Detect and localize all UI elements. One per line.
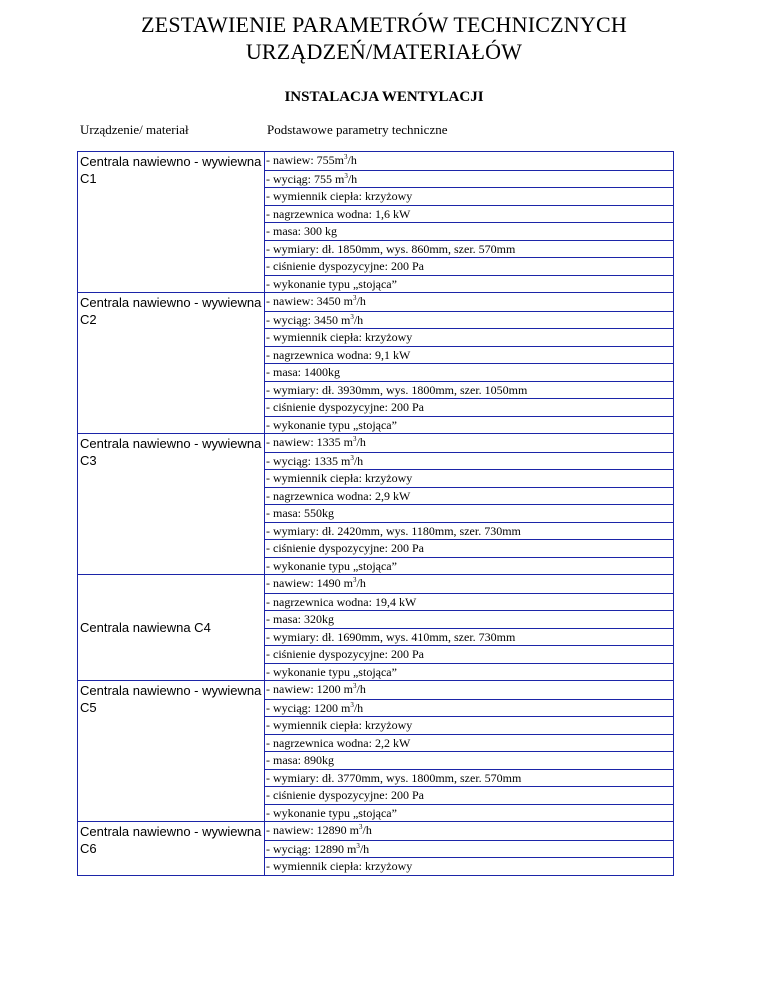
parameter-line xyxy=(265,840,673,858)
parameter-text: - wykonanie typu „stojąca” xyxy=(266,276,397,291)
parameter-unit-suffix: /h xyxy=(356,294,366,308)
parameter-text: - wykonanie typu „stojąca” xyxy=(266,417,397,432)
parameter-line xyxy=(265,416,673,434)
parameter-line xyxy=(265,628,673,646)
device-parameters xyxy=(265,681,674,822)
parameter-text: - wyciąg: 3450 m xyxy=(266,312,351,327)
parameter-text: - nawiew: 1335 m xyxy=(266,435,353,449)
parameter-text: - masa: 300 kg xyxy=(266,224,337,238)
parameter-line xyxy=(265,575,673,593)
parameter-line xyxy=(265,152,673,170)
parameter-unit-suffix: /h xyxy=(353,312,364,327)
unit-superscript: 3 xyxy=(352,576,357,584)
parameter-line xyxy=(265,170,673,188)
device-row xyxy=(78,293,674,434)
device-row xyxy=(78,152,674,293)
parameter-text: - wyciąg: 1335 m xyxy=(266,453,351,468)
parameter-line xyxy=(265,293,673,311)
parameter-line xyxy=(265,257,673,275)
parameter-line xyxy=(265,452,673,470)
parameter-text: - wyciąg: 755 m xyxy=(266,171,345,186)
unit-superscript: 3 xyxy=(358,823,363,831)
document-title-line-2: URZĄDZEŃ/MATERIAŁÓW xyxy=(245,39,523,64)
parameter-unit-suffix: /h xyxy=(356,576,366,590)
parameter-text: - nawiew: 3450 m xyxy=(266,294,353,308)
parameter-unit-suffix: /h xyxy=(347,171,358,186)
parameter-text: - ciśnienie dyspozycyjne: 200 Pa xyxy=(266,400,424,414)
parameter-line xyxy=(265,751,673,769)
column-header-params: Podstawowe parametry techniczne xyxy=(267,122,448,137)
parameter-text: - masa: 320kg xyxy=(266,612,334,626)
device-row xyxy=(78,822,674,876)
parameter-text: - nagrzewnica wodna: 2,9 kW xyxy=(266,488,411,503)
parameter-line xyxy=(265,187,673,205)
parameter-text: - wymiennik ciepła: krzyżowy xyxy=(266,189,413,203)
parameter-unit-suffix: /h xyxy=(347,153,357,167)
device-parameters xyxy=(265,434,674,575)
parameter-line xyxy=(265,716,673,734)
parameter-line xyxy=(265,222,673,240)
unit-superscript: 3 xyxy=(350,312,354,321)
parameter-text: - masa: 1400kg xyxy=(266,365,340,379)
parameter-line xyxy=(265,663,673,681)
unit-superscript: 3 xyxy=(356,841,360,850)
parameter-line xyxy=(265,469,673,487)
parameter-line xyxy=(265,504,673,522)
parameter-unit-suffix: /h xyxy=(359,841,370,856)
device-name: Centrala nawiewno - wywiewna C5 xyxy=(78,681,265,822)
parameter-line xyxy=(265,857,673,875)
column-header-device: Urządzenie/ materiał xyxy=(80,122,189,137)
unit-superscript: 3 xyxy=(352,682,357,690)
parameter-text: - nawiew: 12890 m xyxy=(266,823,359,837)
unit-superscript: 3 xyxy=(350,453,354,462)
parameter-text: - wykonanie typu „stojąca” xyxy=(266,805,397,820)
unit-superscript: 3 xyxy=(352,435,357,443)
device-name: Centrala nawiewno - wywiewna C3 xyxy=(78,434,265,575)
parameter-text: - nagrzewnica wodna: 9,1 kW xyxy=(266,347,411,362)
parameter-text: - wykonanie typu „stojąca” xyxy=(266,558,397,573)
unit-superscript: 3 xyxy=(343,153,348,161)
parameter-line xyxy=(265,593,673,611)
parameter-line xyxy=(265,275,673,293)
device-parameters xyxy=(265,293,674,434)
parameter-line xyxy=(265,328,673,346)
parameter-text: - masa: 890kg xyxy=(266,753,334,767)
parameter-text: - ciśnienie dyspozycyjne: 200 Pa xyxy=(266,541,424,555)
parameter-text: - wymiary: dł. 2420mm, wys. 1180mm, szer. 730mm xyxy=(266,523,521,538)
device-name: Centrala nawiewno - wywiewna C6 xyxy=(78,822,265,876)
device-row xyxy=(78,575,674,681)
parameter-line xyxy=(265,786,673,804)
parameter-text: - wykonanie typu „stojąca” xyxy=(266,664,397,679)
parameter-line xyxy=(265,311,673,329)
parameter-text: - nawiew: 1490 m xyxy=(266,576,353,590)
parameter-line xyxy=(265,346,673,364)
parameter-line xyxy=(265,205,673,223)
device-row xyxy=(78,681,674,822)
parameter-text: - wymiary: dł. 1850mm, wys. 860mm, szer. 570mm xyxy=(266,241,516,256)
parameter-line xyxy=(265,769,673,787)
parameter-text: - nagrzewnica wodna: 2,2 kW xyxy=(266,735,411,750)
parameter-text: - nawiew: 1200 m xyxy=(266,682,353,696)
device-name: Centrala nawiewno - wywiewna C1 xyxy=(78,152,265,293)
device-name: Centrala nawiewna C4 xyxy=(78,575,265,681)
device-name: Centrala nawiewno - wywiewna C2 xyxy=(78,293,265,434)
parameter-line xyxy=(265,699,673,717)
parameter-unit-suffix: /h xyxy=(356,435,366,449)
parameter-text: - masa: 550kg xyxy=(266,506,334,520)
parameter-line xyxy=(265,398,673,416)
parameter-unit-suffix: /h xyxy=(353,453,364,468)
parameter-text: - wymiary: dł. 3770mm, wys. 1800mm, szer. 570mm xyxy=(266,770,522,785)
parameter-text: - nagrzewnica wodna: 19,4 kW xyxy=(266,594,417,609)
parameter-text: - wymiennik ciepła: krzyżowy xyxy=(266,330,413,344)
parameter-text: - wymiennik ciepła: krzyżowy xyxy=(266,859,413,873)
parameter-text: - nawiew: 755m xyxy=(266,153,344,167)
unit-superscript: 3 xyxy=(350,700,354,709)
unit-superscript: 3 xyxy=(352,294,357,302)
parameter-line xyxy=(265,610,673,628)
parameter-text: - ciśnienie dyspozycyjne: 200 Pa xyxy=(266,788,424,802)
parameter-line xyxy=(265,645,673,663)
parameter-line xyxy=(265,487,673,505)
parameters-table xyxy=(77,151,674,876)
parameter-text: - wyciąg: 12890 m xyxy=(266,841,357,856)
parameter-line xyxy=(265,381,673,399)
parameter-unit-suffix: /h xyxy=(362,823,372,837)
device-parameters xyxy=(265,575,674,681)
parameter-line xyxy=(265,681,673,699)
parameter-line xyxy=(265,240,673,258)
parameter-unit-suffix: /h xyxy=(353,700,364,715)
device-parameters xyxy=(265,152,674,293)
parameter-line xyxy=(265,822,673,840)
parameter-text: - wyciąg: 1200 m xyxy=(266,700,351,715)
parameter-line xyxy=(265,734,673,752)
parameter-line xyxy=(265,557,673,575)
parameter-text: - wymiennik ciepła: krzyżowy xyxy=(266,718,413,732)
parameter-line xyxy=(265,804,673,822)
unit-superscript: 3 xyxy=(344,171,348,180)
parameter-text: - ciśnienie dyspozycyjne: 200 Pa xyxy=(266,647,424,661)
parameter-text: - wymiary: dł. 1690mm, wys. 410mm, szer. 730mm xyxy=(266,629,516,644)
parameter-text: - ciśnienie dyspozycyjne: 200 Pa xyxy=(266,259,424,273)
parameter-text: - wymiennik ciepła: krzyżowy xyxy=(266,471,413,485)
parameter-line xyxy=(265,522,673,540)
document-title-line-1: ZESTAWIENIE PARAMETRÓW TECHNICZNYCH xyxy=(141,12,627,37)
parameter-line xyxy=(265,363,673,381)
section-heading: INSTALACJA WENTYLACJI xyxy=(284,89,484,105)
device-row xyxy=(78,434,674,575)
parameter-text: - nagrzewnica wodna: 1,6 kW xyxy=(266,206,411,221)
parameter-line xyxy=(265,539,673,557)
parameter-line xyxy=(265,434,673,452)
device-parameters xyxy=(265,822,674,876)
parameter-text: - wymiary: dł. 3930mm, wys. 1800mm, szer. 1050mm xyxy=(266,382,528,397)
parameter-unit-suffix: /h xyxy=(356,682,366,696)
